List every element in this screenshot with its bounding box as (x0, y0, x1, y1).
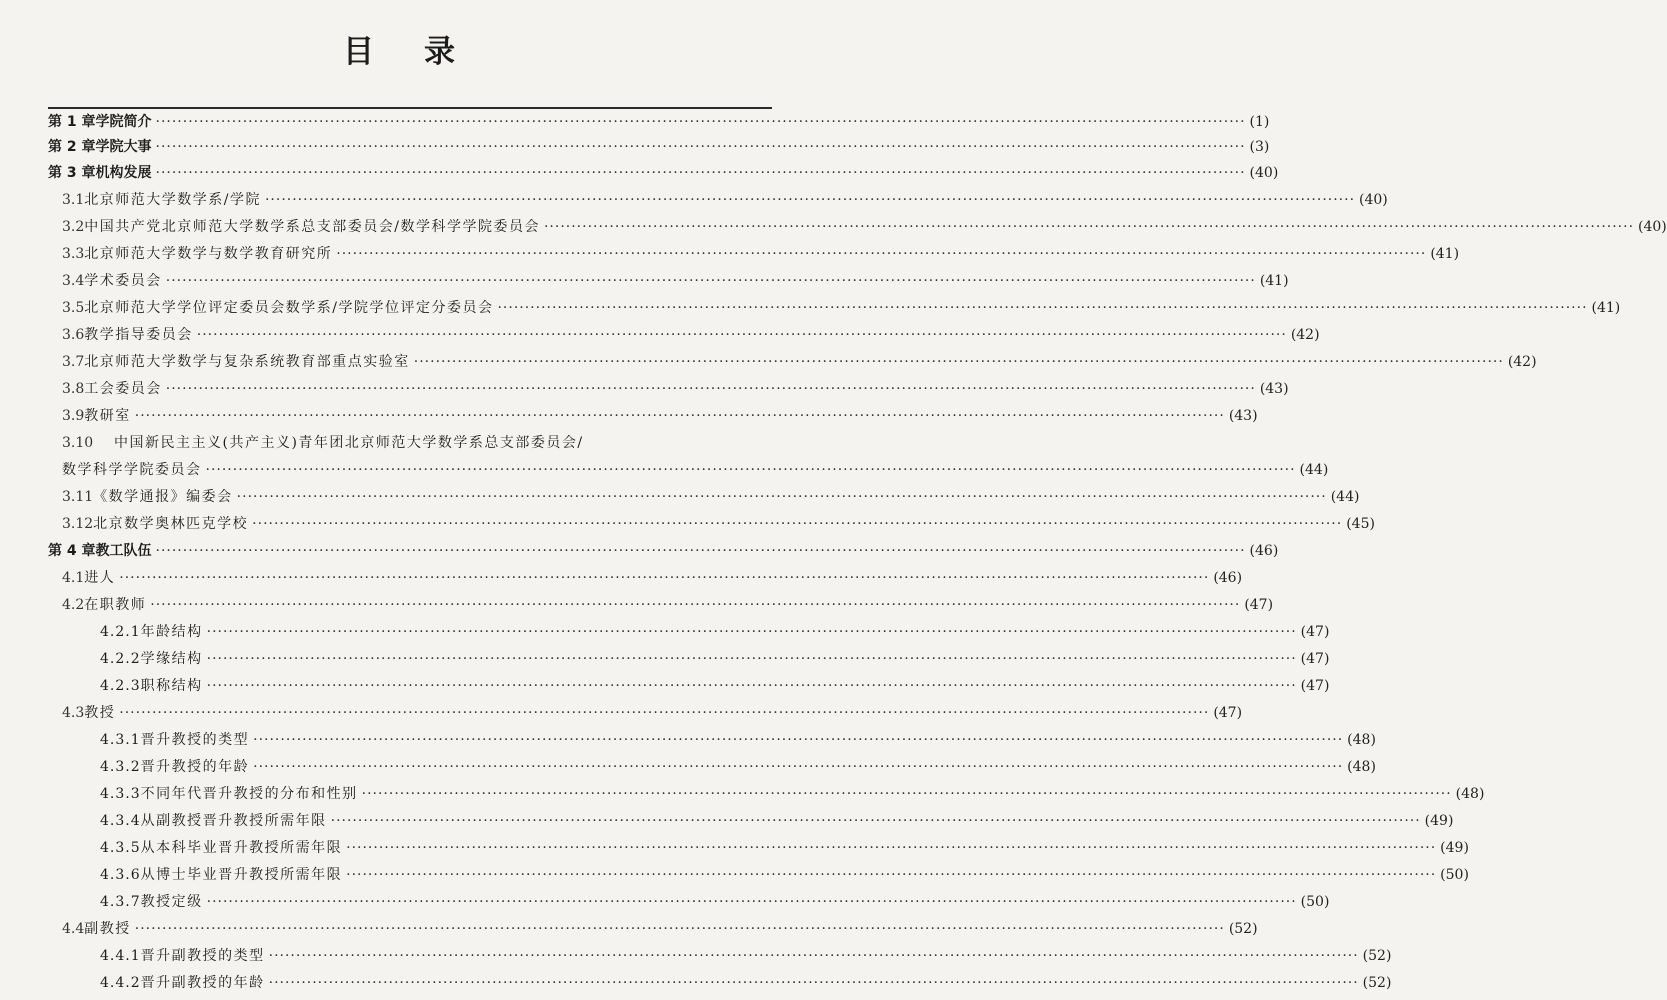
toc-section-entry[interactable] (0, 703, 1243, 723)
toc-subsection-entry[interactable] (0, 649, 1330, 669)
toc-title: 数学科学学院委员会 (62, 462, 202, 478)
toc-number: 4.4.1 (100, 948, 141, 964)
dot-leader: ········································································································································································································ (165, 381, 1256, 397)
dot-leader: ········································································································································································································ (268, 975, 1359, 991)
toc-number: 3.12 (62, 516, 94, 532)
toc-number: 4.3.1 (100, 732, 141, 748)
dot-leader: ········································································································································································································ (253, 732, 1344, 748)
toc-title: 中国新民主主义(共产主义)青年团北京师范大学数学系总支部委员会/ (114, 435, 584, 451)
toc-title: 从博士毕业晋升教授所需年限 (140, 867, 343, 883)
dot-leader: ········································································································································································································ (155, 543, 1246, 559)
dot-leader: ········································································································································································································ (346, 867, 1437, 883)
toc-number: 3.10 (62, 435, 94, 451)
toc-subsection-entry[interactable] (0, 892, 1330, 912)
toc-title: 晋升副教授的类型 (140, 948, 265, 964)
dot-leader: ········································································································································································································ (155, 165, 1246, 181)
toc-title: 中国共产党北京师范大学数学系总支部委员会/数学科学学院委员会 (84, 219, 540, 235)
dot-leader: ········································································································································································································ (134, 408, 1225, 424)
toc-number: 4.3.6 (100, 867, 141, 883)
toc-number: 4.4.2 (100, 975, 141, 991)
toc-subsection-entry[interactable] (0, 973, 1392, 993)
toc-section-entry[interactable] (0, 325, 1320, 345)
dot-leader: ········································································································································································································ (252, 516, 1343, 532)
toc-number: 4.1 (62, 570, 85, 586)
dot-leader: ········································································································································································································ (336, 246, 1427, 262)
toc-number: 3.3 (62, 246, 85, 262)
toc-number: 4.3 (62, 705, 85, 721)
toc-title: 学术委员会 (84, 273, 162, 289)
toc-title: 《数学通报》编委会 (93, 489, 233, 505)
toc-page-number: (42) (1507, 354, 1537, 370)
toc-page-number: (47) (1300, 624, 1330, 640)
toc-title: 学院简介 (95, 114, 152, 130)
toc-section-entry[interactable] (0, 568, 1243, 588)
toc-page-number: (49) (1424, 813, 1454, 829)
dot-leader: ········································································································································································································ (361, 786, 1452, 802)
dot-leader: ········································································································································································································ (253, 759, 1344, 775)
toc-number: 第 1 章 (48, 114, 96, 130)
dot-leader: ········································································································································································································ (206, 624, 1297, 640)
dot-leader: ········································································································································································································ (134, 921, 1225, 937)
toc-page-number: (50) (1300, 894, 1330, 910)
toc-section-entry[interactable] (0, 379, 1289, 399)
toc-title: 进人 (84, 570, 116, 586)
toc-page-number: (47) (1213, 705, 1243, 721)
toc-page-number: (48) (1347, 759, 1376, 775)
dot-leader: ········································································································································································································ (413, 354, 1504, 370)
toc-section-entry[interactable] (0, 190, 1388, 210)
toc-title: 教授 (84, 705, 116, 721)
toc-number: 4.2.3 (100, 678, 141, 694)
toc-page-number: (47) (1300, 678, 1330, 694)
toc-section-entry[interactable] (0, 244, 1460, 264)
toc-number: 3.5 (62, 300, 85, 316)
dot-leader: ········································································································································································································ (236, 489, 1327, 505)
dot-leader: ········································································································································································································ (497, 300, 1588, 316)
toc-page-number: (46) (1213, 570, 1243, 586)
toc-title: 学院大事 (95, 139, 152, 155)
toc-chapter-entry[interactable] (0, 137, 1270, 157)
toc-section-entry[interactable] (0, 217, 1667, 237)
toc-number: 4.2 (62, 597, 85, 613)
toc-subsection-entry[interactable] (0, 946, 1392, 966)
toc-number: 3.11 (62, 489, 94, 505)
toc-title: 学缘结构 (140, 651, 203, 667)
toc-subsection-entry[interactable] (0, 811, 1454, 831)
toc-number: 第 4 章 (48, 543, 96, 559)
dot-leader: ········································································································································································································ (206, 894, 1297, 910)
toc-number: 4.3.4 (100, 813, 141, 829)
dot-leader: ········································································································································································································ (119, 570, 1210, 586)
toc-section-entry[interactable] (0, 514, 1375, 534)
toc-page-number: (43) (1228, 408, 1258, 424)
toc-page-number: (41) (1259, 273, 1289, 289)
toc-title: 机构发展 (95, 165, 152, 181)
toc-title: 北京师范大学数学与复杂系统教育部重点实验室 (84, 354, 410, 370)
toc-title: 教工队伍 (95, 543, 152, 559)
toc-title: 副教授 (84, 921, 131, 937)
toc-number: 4.2.2 (100, 651, 141, 667)
toc-number: 4.3.7 (100, 894, 141, 910)
toc-title: 从本科毕业晋升教授所需年限 (140, 840, 343, 856)
toc-page-number: (44) (1299, 462, 1329, 478)
toc-page-number: (50) (1440, 867, 1469, 883)
toc-title: 年龄结构 (140, 624, 203, 640)
toc-section-entry[interactable] (0, 487, 1360, 507)
toc-page-number: (3) (1249, 139, 1270, 155)
toc-page-number: (48) (1455, 786, 1485, 802)
toc-title: 北京数学奥林匹克学校 (93, 516, 249, 532)
toc-page-number: (52) (1362, 975, 1392, 991)
dot-leader: ········································································································································································································ (264, 192, 1356, 208)
toc-number: 第 2 章 (48, 139, 96, 155)
toc-page-number: (45) (1346, 516, 1375, 532)
toc-page-number: (43) (1259, 381, 1289, 397)
title-char: 目 (343, 34, 376, 70)
toc-number: 3.6 (62, 327, 85, 343)
toc-chapter-entry[interactable] (0, 163, 1279, 183)
dot-leader: ········································································································································································································ (155, 114, 1246, 130)
toc-page-number: (40) (1638, 219, 1667, 235)
toc-title: 在职教师 (84, 597, 147, 613)
toc-number: 4.3.5 (100, 840, 141, 856)
toc-page-number: (41) (1591, 300, 1621, 316)
dot-leader: ········································································································································································································ (165, 273, 1256, 289)
toc-page-number: (46) (1249, 543, 1279, 559)
dot-leader: ········································································································································································································ (205, 462, 1296, 478)
toc-number: 第 3 章 (48, 165, 96, 181)
toc-page-number: (52) (1228, 921, 1258, 937)
toc-number: 4.3.3 (100, 786, 141, 802)
toc-number: 3.7 (62, 354, 85, 370)
toc-number: 4.3.2 (100, 759, 141, 775)
dot-leader: ········································································································································································································ (119, 705, 1210, 721)
toc-number: 3.4 (62, 273, 85, 289)
toc-subsection-entry[interactable] (0, 730, 1376, 750)
toc-title: 教授定级 (140, 894, 203, 910)
toc-section-entry[interactable] (0, 406, 1258, 426)
toc-section-entry[interactable] (0, 433, 708, 453)
toc-section-entry[interactable] (0, 460, 1329, 480)
toc-subsection-entry[interactable] (0, 622, 1330, 642)
toc-page-number: (47) (1300, 651, 1330, 667)
toc-page-number: (49) (1440, 840, 1469, 856)
toc-title: 职称结构 (140, 678, 203, 694)
toc-page-number: (44) (1330, 489, 1360, 505)
title-char: 录 (424, 34, 457, 70)
toc-title: 晋升教授的类型 (140, 732, 250, 748)
title-rule (48, 107, 772, 109)
toc-page-number: (52) (1362, 948, 1392, 964)
toc-title: 北京师范大学数学与数学教育研究所 (84, 246, 333, 262)
page-title (0, 26, 800, 71)
dot-leader: ········································································································································································································ (155, 139, 1246, 155)
dot-leader: ········································································································································································································ (196, 327, 1287, 343)
toc-title: 教研室 (84, 408, 131, 424)
dot-leader: ········································································································································································································ (206, 651, 1297, 667)
toc-title: 北京师范大学学位评定委员会数学系/学院学位评定分委员会 (84, 300, 494, 316)
toc-number: 3.8 (62, 381, 85, 397)
toc-page-number: (47) (1244, 597, 1274, 613)
dot-leader: ········································································································································································································ (346, 840, 1437, 856)
toc-title: 北京师范大学数学系/学院 (84, 192, 261, 208)
dot-leader: ········································································································································································································ (268, 948, 1359, 964)
toc-section-entry[interactable] (0, 271, 1289, 291)
toc-page-number: (42) (1290, 327, 1320, 343)
toc-number: 3.2 (62, 219, 85, 235)
toc-subsection-entry[interactable] (0, 865, 1469, 885)
toc-page-number: (41) (1430, 246, 1460, 262)
dot-leader: ········································································································································································································ (206, 678, 1297, 694)
toc-number: 3.1 (62, 192, 85, 208)
toc-title: 晋升教授的年龄 (140, 759, 250, 775)
toc-number: 4.4 (62, 921, 85, 937)
toc-section-entry[interactable] (0, 595, 1274, 615)
dot-leader: ········································································································································································································ (150, 597, 1241, 613)
toc-page-number: (48) (1347, 732, 1376, 748)
dot-leader: ········································································································································································································ (543, 219, 1635, 235)
toc-number: 4.2.1 (100, 624, 141, 640)
toc-subsection-entry[interactable] (0, 676, 1330, 696)
toc-title: 不同年代晋升教授的分布和性别 (140, 786, 358, 802)
dot-leader: ········································································································································································································ (330, 813, 1421, 829)
toc-subsection-entry[interactable] (0, 784, 1485, 804)
toc-section-entry[interactable] (0, 352, 1537, 372)
toc-page-number: (40) (1359, 192, 1388, 208)
toc-page-number: (40) (1249, 165, 1279, 181)
toc-title: 教学指导委员会 (84, 327, 193, 343)
toc-subsection-entry[interactable] (0, 757, 1376, 777)
toc-subsection-entry[interactable] (0, 838, 1469, 858)
toc-title: 从副教授晋升教授所需年限 (140, 813, 327, 829)
toc-chapter-entry[interactable] (0, 541, 1279, 561)
toc-title: 晋升副教授的年龄 (140, 975, 265, 991)
toc-number: 3.9 (62, 408, 85, 424)
toc-page-number: (1) (1249, 114, 1270, 130)
toc-section-entry[interactable] (0, 919, 1258, 939)
toc-title: 工会委员会 (84, 381, 162, 397)
toc-section-entry[interactable] (0, 298, 1621, 318)
toc-chapter-entry[interactable] (0, 112, 1270, 132)
